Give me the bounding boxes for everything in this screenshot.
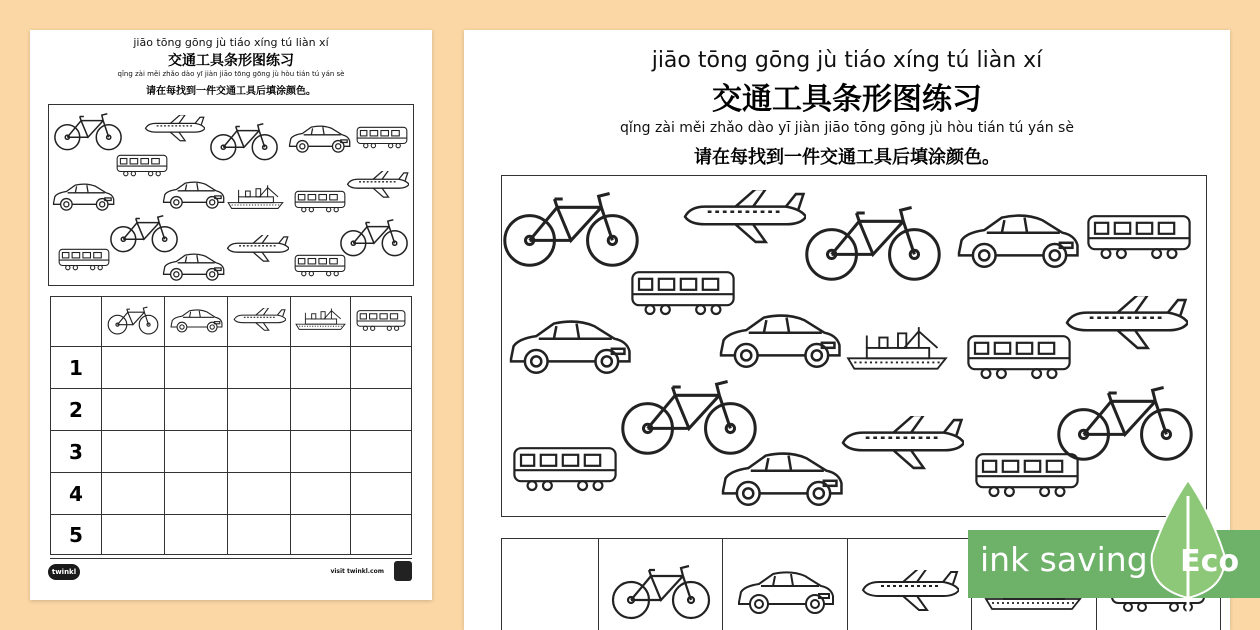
train-icon bbox=[355, 123, 409, 151]
bicycle-icon bbox=[339, 217, 409, 257]
column-header-car bbox=[723, 539, 847, 630]
table-row bbox=[51, 389, 412, 431]
train-icon bbox=[293, 187, 347, 215]
table-row bbox=[51, 473, 412, 515]
train-icon bbox=[293, 251, 347, 279]
ship-icon bbox=[846, 322, 950, 378]
row-number: 4 bbox=[51, 473, 102, 515]
eco-label: Eco bbox=[1180, 544, 1240, 579]
row-number: 5 bbox=[51, 515, 102, 555]
column-header-bicycle bbox=[102, 297, 165, 347]
bicycle-icon bbox=[502, 188, 640, 268]
footer-divider bbox=[50, 558, 412, 559]
train-icon bbox=[972, 446, 1082, 502]
airplane-icon bbox=[1062, 296, 1188, 352]
train-icon bbox=[115, 151, 169, 179]
bicycle-icon bbox=[620, 376, 758, 456]
bicycle-icon bbox=[53, 111, 123, 151]
row-number: 1 bbox=[51, 347, 102, 389]
ship-icon bbox=[227, 183, 285, 213]
column-header-train bbox=[351, 297, 412, 347]
tally-table bbox=[50, 296, 412, 555]
twinkl-logo: twinkl bbox=[48, 564, 80, 580]
car-icon bbox=[506, 316, 632, 374]
car-icon bbox=[954, 210, 1080, 268]
bicycle-icon bbox=[804, 202, 942, 282]
table-row bbox=[51, 431, 412, 473]
pinyin-instruction: qǐng zài měi zhǎo dào yī jiàn jiāo tōng gōng jù hòu tián tú yán sè bbox=[117, 70, 345, 78]
page-title: 交通工具条形图练习 bbox=[712, 82, 982, 117]
column-header-bicycle bbox=[599, 539, 723, 630]
train-icon bbox=[1084, 208, 1194, 264]
bicycle-icon bbox=[611, 562, 711, 620]
vehicle-picture-area bbox=[48, 104, 414, 286]
airplane-icon bbox=[680, 190, 806, 246]
airplane-icon bbox=[838, 416, 964, 472]
car-icon bbox=[716, 310, 842, 368]
vehicle-picture-area bbox=[501, 175, 1207, 517]
ink-saving-label: ink saving bbox=[980, 540, 1148, 579]
column-header-car bbox=[164, 297, 227, 347]
row-number: 3 bbox=[51, 431, 102, 473]
footer-url: visit twinkl.com bbox=[330, 568, 384, 575]
car-icon bbox=[161, 179, 225, 209]
column-header-airplane bbox=[847, 539, 971, 630]
car-icon bbox=[287, 123, 351, 153]
table-header-row bbox=[51, 297, 412, 347]
column-header-airplane bbox=[227, 297, 290, 347]
car-icon bbox=[718, 448, 844, 506]
worksheet-preview-small bbox=[30, 30, 432, 600]
eco-badge-text bbox=[980, 540, 1239, 579]
ship-icon bbox=[295, 308, 347, 332]
train-icon bbox=[510, 440, 620, 496]
pinyin-title: jiāo tōng gōng jù tiáo xíng tú liàn xí bbox=[133, 36, 329, 49]
airplane-icon bbox=[143, 115, 205, 143]
bicycle-icon bbox=[109, 213, 179, 253]
bicycle-icon bbox=[106, 305, 160, 335]
row-number: 2 bbox=[51, 389, 102, 431]
pinyin-title: jiāo tōng gōng jù tiáo xíng tú liàn xí bbox=[651, 48, 1043, 73]
car-icon bbox=[169, 307, 223, 333]
footer-badge-icon bbox=[394, 561, 412, 581]
airplane-icon bbox=[232, 308, 286, 332]
bicycle-icon bbox=[209, 121, 279, 161]
airplane-icon bbox=[345, 171, 409, 199]
car-icon bbox=[51, 181, 115, 211]
table-row bbox=[51, 347, 412, 389]
instruction: 请在每找到一件交通工具后填涂颜色。 bbox=[694, 147, 1000, 168]
train-icon bbox=[964, 328, 1074, 384]
airplane-icon bbox=[225, 235, 289, 263]
pinyin-instruction: qǐng zài měi zhǎo dào yī jiàn jiāo tōng gōng jù hòu tián tú yán sè bbox=[620, 120, 1074, 136]
car-icon bbox=[161, 251, 225, 281]
instruction: 请在每找到一件交通工具后填涂颜色。 bbox=[146, 86, 316, 97]
car-icon bbox=[735, 568, 835, 614]
table-row bbox=[51, 515, 412, 555]
train-icon bbox=[355, 308, 407, 332]
page-title: 交通工具条形图练习 bbox=[168, 53, 294, 69]
column-header-ship bbox=[290, 297, 351, 347]
airplane-icon bbox=[859, 570, 959, 612]
train-icon bbox=[57, 245, 111, 273]
